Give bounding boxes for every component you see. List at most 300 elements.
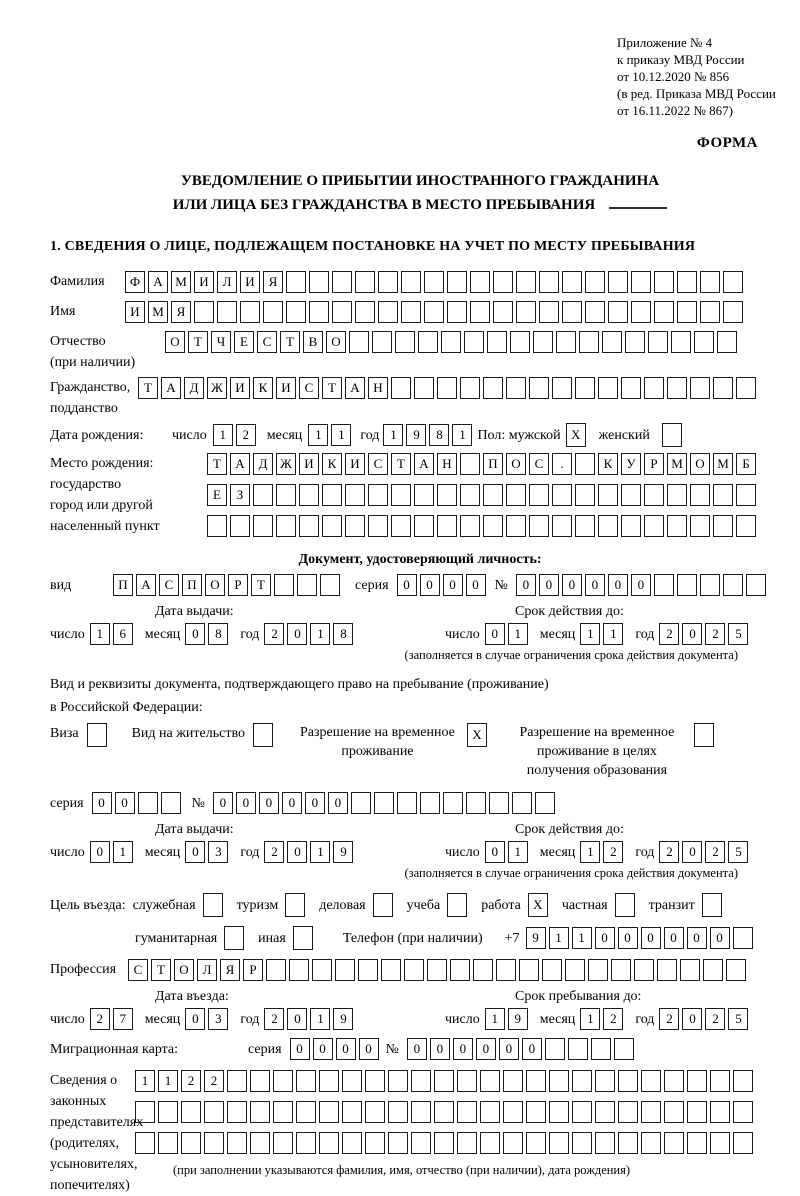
- char-box[interactable]: [457, 1132, 477, 1154]
- char-box[interactable]: [437, 484, 457, 506]
- char-box[interactable]: 5: [728, 841, 748, 863]
- char-box[interactable]: М: [148, 301, 168, 323]
- char-box[interactable]: [355, 271, 375, 293]
- char-box[interactable]: [253, 515, 273, 537]
- char-box[interactable]: [349, 331, 369, 353]
- char-box[interactable]: [378, 301, 398, 323]
- char-box[interactable]: [204, 1101, 224, 1123]
- char-box[interactable]: [667, 377, 687, 399]
- char-box[interactable]: [713, 377, 733, 399]
- char-box[interactable]: С: [299, 377, 319, 399]
- char-box[interactable]: [733, 1070, 753, 1092]
- char-box[interactable]: [414, 377, 434, 399]
- char-box[interactable]: [641, 1132, 661, 1154]
- char-box[interactable]: [427, 959, 447, 981]
- char-box[interactable]: 2: [659, 1008, 679, 1030]
- char-box[interactable]: [158, 1132, 178, 1154]
- char-box[interactable]: [533, 331, 553, 353]
- char-box[interactable]: [542, 959, 562, 981]
- char-box[interactable]: П: [483, 453, 503, 475]
- char-box[interactable]: Л: [217, 271, 237, 293]
- char-box[interactable]: [460, 515, 480, 537]
- char-box[interactable]: [667, 515, 687, 537]
- char-box[interactable]: З: [230, 484, 250, 506]
- char-box[interactable]: [595, 1101, 615, 1123]
- char-box[interactable]: [723, 301, 743, 323]
- char-box[interactable]: И: [276, 377, 296, 399]
- char-box[interactable]: [618, 1101, 638, 1123]
- char-box[interactable]: [483, 515, 503, 537]
- char-box[interactable]: [372, 331, 392, 353]
- char-box[interactable]: [611, 959, 631, 981]
- char-box[interactable]: [496, 959, 516, 981]
- char-box[interactable]: О: [205, 574, 225, 596]
- char-box[interactable]: 2: [659, 623, 679, 645]
- char-box[interactable]: [158, 1101, 178, 1123]
- purpose-private-checkbox[interactable]: [615, 893, 635, 917]
- char-box[interactable]: Р: [228, 574, 248, 596]
- char-box[interactable]: С: [257, 331, 277, 353]
- char-box[interactable]: [320, 574, 340, 596]
- char-box[interactable]: 0: [664, 927, 684, 949]
- char-box[interactable]: [736, 377, 756, 399]
- char-box[interactable]: [345, 484, 365, 506]
- char-box[interactable]: [401, 271, 421, 293]
- char-box[interactable]: [575, 377, 595, 399]
- char-box[interactable]: О: [326, 331, 346, 353]
- char-box[interactable]: 1: [308, 424, 328, 446]
- char-box[interactable]: 0: [562, 574, 582, 596]
- char-box[interactable]: [273, 1101, 293, 1123]
- char-box[interactable]: [585, 301, 605, 323]
- char-box[interactable]: [493, 301, 513, 323]
- char-box[interactable]: [194, 301, 214, 323]
- char-box[interactable]: 0: [687, 927, 707, 949]
- char-box[interactable]: [552, 515, 572, 537]
- char-box[interactable]: 1: [549, 927, 569, 949]
- char-box[interactable]: [276, 484, 296, 506]
- char-box[interactable]: Л: [197, 959, 217, 981]
- char-box[interactable]: [319, 1132, 339, 1154]
- char-box[interactable]: [690, 377, 710, 399]
- char-box[interactable]: [595, 1132, 615, 1154]
- char-box[interactable]: [397, 792, 417, 814]
- char-box[interactable]: [713, 515, 733, 537]
- char-box[interactable]: [687, 1132, 707, 1154]
- char-box[interactable]: [539, 271, 559, 293]
- char-box[interactable]: [418, 331, 438, 353]
- char-box[interactable]: И: [345, 453, 365, 475]
- char-box[interactable]: П: [113, 574, 133, 596]
- char-box[interactable]: [545, 1038, 565, 1060]
- char-box[interactable]: [556, 331, 576, 353]
- char-box[interactable]: [687, 1101, 707, 1123]
- char-box[interactable]: [562, 301, 582, 323]
- sex-male-checkbox[interactable]: X: [566, 423, 586, 447]
- char-box[interactable]: [466, 792, 486, 814]
- char-box[interactable]: [572, 1101, 592, 1123]
- char-box[interactable]: [345, 515, 365, 537]
- char-box[interactable]: [266, 959, 286, 981]
- char-box[interactable]: [667, 484, 687, 506]
- char-box[interactable]: 9: [508, 1008, 528, 1030]
- char-box[interactable]: 0: [287, 623, 307, 645]
- char-box[interactable]: [700, 574, 720, 596]
- char-box[interactable]: 0: [430, 1038, 450, 1060]
- char-box[interactable]: [470, 271, 490, 293]
- char-box[interactable]: Н: [368, 377, 388, 399]
- char-box[interactable]: [483, 377, 503, 399]
- char-box[interactable]: [690, 484, 710, 506]
- char-box[interactable]: [700, 301, 720, 323]
- char-box[interactable]: [460, 484, 480, 506]
- char-box[interactable]: [526, 1101, 546, 1123]
- char-box[interactable]: [480, 1070, 500, 1092]
- char-box[interactable]: [374, 792, 394, 814]
- char-box[interactable]: [460, 377, 480, 399]
- char-box[interactable]: Я: [220, 959, 240, 981]
- char-box[interactable]: [296, 1101, 316, 1123]
- char-box[interactable]: [644, 377, 664, 399]
- char-box[interactable]: [588, 959, 608, 981]
- char-box[interactable]: [694, 331, 714, 353]
- residence-permit-checkbox[interactable]: [253, 723, 273, 747]
- visa-checkbox[interactable]: [87, 723, 107, 747]
- char-box[interactable]: [648, 331, 668, 353]
- purpose-business-checkbox[interactable]: [373, 893, 393, 917]
- char-box[interactable]: [562, 271, 582, 293]
- char-box[interactable]: [388, 1101, 408, 1123]
- char-box[interactable]: 2: [705, 623, 725, 645]
- char-box[interactable]: [460, 453, 480, 475]
- char-box[interactable]: 0: [90, 841, 110, 863]
- char-box[interactable]: [457, 1101, 477, 1123]
- char-box[interactable]: [631, 271, 651, 293]
- char-box[interactable]: Д: [253, 453, 273, 475]
- char-box[interactable]: [414, 515, 434, 537]
- char-box[interactable]: 9: [526, 927, 546, 949]
- char-box[interactable]: [273, 1132, 293, 1154]
- char-box[interactable]: [388, 1070, 408, 1092]
- char-box[interactable]: Д: [184, 377, 204, 399]
- char-box[interactable]: [464, 331, 484, 353]
- char-box[interactable]: 1: [383, 424, 403, 446]
- char-box[interactable]: 1: [508, 623, 528, 645]
- char-box[interactable]: 2: [603, 841, 623, 863]
- char-box[interactable]: [253, 484, 273, 506]
- char-box[interactable]: [644, 515, 664, 537]
- char-box[interactable]: [135, 1101, 155, 1123]
- char-box[interactable]: [368, 484, 388, 506]
- char-box[interactable]: 0: [595, 927, 615, 949]
- char-box[interactable]: [512, 792, 532, 814]
- char-box[interactable]: [618, 1070, 638, 1092]
- char-box[interactable]: [161, 792, 181, 814]
- char-box[interactable]: 2: [603, 1008, 623, 1030]
- char-box[interactable]: [657, 959, 677, 981]
- char-box[interactable]: 8: [429, 424, 449, 446]
- char-box[interactable]: А: [136, 574, 156, 596]
- char-box[interactable]: [664, 1132, 684, 1154]
- char-box[interactable]: [618, 1132, 638, 1154]
- char-box[interactable]: [207, 515, 227, 537]
- char-box[interactable]: [443, 792, 463, 814]
- char-box[interactable]: Б: [736, 453, 756, 475]
- char-box[interactable]: Н: [437, 453, 457, 475]
- char-box[interactable]: [447, 271, 467, 293]
- char-box[interactable]: [687, 1070, 707, 1092]
- char-box[interactable]: С: [128, 959, 148, 981]
- char-box[interactable]: [480, 1132, 500, 1154]
- char-box[interactable]: [723, 574, 743, 596]
- char-box[interactable]: [654, 271, 674, 293]
- char-box[interactable]: [286, 271, 306, 293]
- char-box[interactable]: [644, 484, 664, 506]
- purpose-work-checkbox[interactable]: X: [528, 893, 548, 917]
- char-box[interactable]: 0: [682, 841, 702, 863]
- char-box[interactable]: 1: [580, 623, 600, 645]
- char-box[interactable]: [181, 1101, 201, 1123]
- char-box[interactable]: [608, 301, 628, 323]
- char-box[interactable]: [529, 515, 549, 537]
- char-box[interactable]: 0: [522, 1038, 542, 1060]
- char-box[interactable]: 0: [407, 1038, 427, 1060]
- char-box[interactable]: [516, 301, 536, 323]
- purpose-study-checkbox[interactable]: [447, 893, 467, 917]
- char-box[interactable]: [250, 1101, 270, 1123]
- char-box[interactable]: [424, 301, 444, 323]
- char-box[interactable]: 2: [90, 1008, 110, 1030]
- char-box[interactable]: А: [148, 271, 168, 293]
- char-box[interactable]: [332, 271, 352, 293]
- purpose-other-checkbox[interactable]: [293, 926, 313, 950]
- char-box[interactable]: А: [345, 377, 365, 399]
- char-box[interactable]: [250, 1132, 270, 1154]
- char-box[interactable]: [250, 1070, 270, 1092]
- char-box[interactable]: С: [159, 574, 179, 596]
- char-box[interactable]: [671, 331, 691, 353]
- purpose-tourism-checkbox[interactable]: [285, 893, 305, 917]
- char-box[interactable]: [733, 927, 753, 949]
- char-box[interactable]: [414, 484, 434, 506]
- char-box[interactable]: [598, 515, 618, 537]
- char-box[interactable]: [138, 792, 158, 814]
- char-box[interactable]: 2: [264, 623, 284, 645]
- char-box[interactable]: [441, 331, 461, 353]
- char-box[interactable]: [263, 301, 283, 323]
- char-box[interactable]: [519, 959, 539, 981]
- char-box[interactable]: Ж: [207, 377, 227, 399]
- char-box[interactable]: С: [529, 453, 549, 475]
- char-box[interactable]: 1: [572, 927, 592, 949]
- char-box[interactable]: [457, 1070, 477, 1092]
- char-box[interactable]: 0: [618, 927, 638, 949]
- char-box[interactable]: [621, 484, 641, 506]
- char-box[interactable]: [506, 515, 526, 537]
- char-box[interactable]: 1: [310, 623, 330, 645]
- char-box[interactable]: Т: [322, 377, 342, 399]
- char-box[interactable]: [641, 1070, 661, 1092]
- char-box[interactable]: 0: [305, 792, 325, 814]
- char-box[interactable]: 0: [259, 792, 279, 814]
- char-box[interactable]: [411, 1070, 431, 1092]
- char-box[interactable]: [289, 959, 309, 981]
- char-box[interactable]: [690, 515, 710, 537]
- char-box[interactable]: [434, 1070, 454, 1092]
- char-box[interactable]: [529, 377, 549, 399]
- char-box[interactable]: [680, 959, 700, 981]
- char-box[interactable]: [411, 1101, 431, 1123]
- char-box[interactable]: И: [240, 271, 260, 293]
- char-box[interactable]: 1: [135, 1070, 155, 1092]
- char-box[interactable]: М: [713, 453, 733, 475]
- char-box[interactable]: 1: [580, 841, 600, 863]
- char-box[interactable]: [552, 377, 572, 399]
- char-box[interactable]: [526, 1132, 546, 1154]
- char-box[interactable]: 0: [397, 574, 417, 596]
- char-box[interactable]: [575, 515, 595, 537]
- char-box[interactable]: 2: [659, 841, 679, 863]
- char-box[interactable]: 0: [453, 1038, 473, 1060]
- char-box[interactable]: 0: [682, 623, 702, 645]
- char-box[interactable]: 5: [728, 623, 748, 645]
- purpose-humanitarian-checkbox[interactable]: [224, 926, 244, 950]
- char-box[interactable]: 0: [539, 574, 559, 596]
- char-box[interactable]: [654, 301, 674, 323]
- char-box[interactable]: [736, 515, 756, 537]
- char-box[interactable]: [273, 1070, 293, 1092]
- char-box[interactable]: [489, 792, 509, 814]
- char-box[interactable]: [274, 574, 294, 596]
- char-box[interactable]: К: [322, 453, 342, 475]
- char-box[interactable]: [503, 1101, 523, 1123]
- char-box[interactable]: [487, 331, 507, 353]
- char-box[interactable]: [434, 1132, 454, 1154]
- char-box[interactable]: [401, 301, 421, 323]
- char-box[interactable]: [470, 301, 490, 323]
- char-box[interactable]: [342, 1132, 362, 1154]
- char-box[interactable]: [723, 271, 743, 293]
- char-box[interactable]: 0: [185, 1008, 205, 1030]
- char-box[interactable]: [388, 1132, 408, 1154]
- char-box[interactable]: К: [253, 377, 273, 399]
- char-box[interactable]: Т: [391, 453, 411, 475]
- char-box[interactable]: [299, 515, 319, 537]
- char-box[interactable]: [391, 484, 411, 506]
- char-box[interactable]: 1: [452, 424, 472, 446]
- char-box[interactable]: И: [230, 377, 250, 399]
- char-box[interactable]: А: [414, 453, 434, 475]
- char-box[interactable]: [634, 959, 654, 981]
- char-box[interactable]: [602, 331, 622, 353]
- char-box[interactable]: [585, 271, 605, 293]
- char-box[interactable]: [312, 959, 332, 981]
- char-box[interactable]: 0: [290, 1038, 310, 1060]
- char-box[interactable]: [746, 574, 766, 596]
- char-box[interactable]: 3: [208, 841, 228, 863]
- char-box[interactable]: 0: [608, 574, 628, 596]
- char-box[interactable]: 0: [485, 841, 505, 863]
- char-box[interactable]: 0: [313, 1038, 333, 1060]
- char-box[interactable]: [299, 484, 319, 506]
- char-box[interactable]: [297, 574, 317, 596]
- char-box[interactable]: 2: [204, 1070, 224, 1092]
- char-box[interactable]: 1: [603, 623, 623, 645]
- char-box[interactable]: 9: [333, 1008, 353, 1030]
- char-box[interactable]: [240, 301, 260, 323]
- char-box[interactable]: 0: [185, 841, 205, 863]
- char-box[interactable]: 1: [310, 1008, 330, 1030]
- char-box[interactable]: О: [174, 959, 194, 981]
- char-box[interactable]: О: [506, 453, 526, 475]
- char-box[interactable]: [717, 331, 737, 353]
- char-box[interactable]: [204, 1132, 224, 1154]
- char-box[interactable]: 0: [443, 574, 463, 596]
- char-box[interactable]: [549, 1132, 569, 1154]
- char-box[interactable]: 7: [113, 1008, 133, 1030]
- char-box[interactable]: [568, 1038, 588, 1060]
- char-box[interactable]: [391, 515, 411, 537]
- char-box[interactable]: [575, 484, 595, 506]
- char-box[interactable]: С: [368, 453, 388, 475]
- char-box[interactable]: О: [165, 331, 185, 353]
- char-box[interactable]: [286, 301, 306, 323]
- char-box[interactable]: [736, 484, 756, 506]
- char-box[interactable]: Т: [207, 453, 227, 475]
- char-box[interactable]: [677, 301, 697, 323]
- char-box[interactable]: Т: [151, 959, 171, 981]
- char-box[interactable]: [319, 1070, 339, 1092]
- char-box[interactable]: [437, 377, 457, 399]
- char-box[interactable]: [365, 1070, 385, 1092]
- char-box[interactable]: И: [194, 271, 214, 293]
- char-box[interactable]: В: [303, 331, 323, 353]
- char-box[interactable]: И: [299, 453, 319, 475]
- char-box[interactable]: 1: [213, 424, 233, 446]
- char-box[interactable]: [480, 1101, 500, 1123]
- char-box[interactable]: [309, 301, 329, 323]
- char-box[interactable]: [335, 959, 355, 981]
- char-box[interactable]: [503, 1132, 523, 1154]
- char-box[interactable]: [703, 959, 723, 981]
- char-box[interactable]: 6: [113, 623, 133, 645]
- char-box[interactable]: Р: [644, 453, 664, 475]
- char-box[interactable]: Я: [263, 271, 283, 293]
- char-box[interactable]: [378, 271, 398, 293]
- char-box[interactable]: [296, 1132, 316, 1154]
- char-box[interactable]: [227, 1132, 247, 1154]
- char-box[interactable]: 2: [181, 1070, 201, 1092]
- char-box[interactable]: 0: [336, 1038, 356, 1060]
- char-box[interactable]: [733, 1101, 753, 1123]
- char-box[interactable]: [493, 271, 513, 293]
- char-box[interactable]: Е: [207, 484, 227, 506]
- char-box[interactable]: [664, 1070, 684, 1092]
- char-box[interactable]: [276, 515, 296, 537]
- char-box[interactable]: 1: [580, 1008, 600, 1030]
- char-box[interactable]: [365, 1132, 385, 1154]
- char-box[interactable]: М: [171, 271, 191, 293]
- char-box[interactable]: [552, 484, 572, 506]
- char-box[interactable]: [230, 515, 250, 537]
- char-box[interactable]: [217, 301, 237, 323]
- char-box[interactable]: [539, 301, 559, 323]
- char-box[interactable]: О: [690, 453, 710, 475]
- char-box[interactable]: [227, 1101, 247, 1123]
- char-box[interactable]: [549, 1070, 569, 1092]
- char-box[interactable]: 0: [328, 792, 348, 814]
- char-box[interactable]: 1: [508, 841, 528, 863]
